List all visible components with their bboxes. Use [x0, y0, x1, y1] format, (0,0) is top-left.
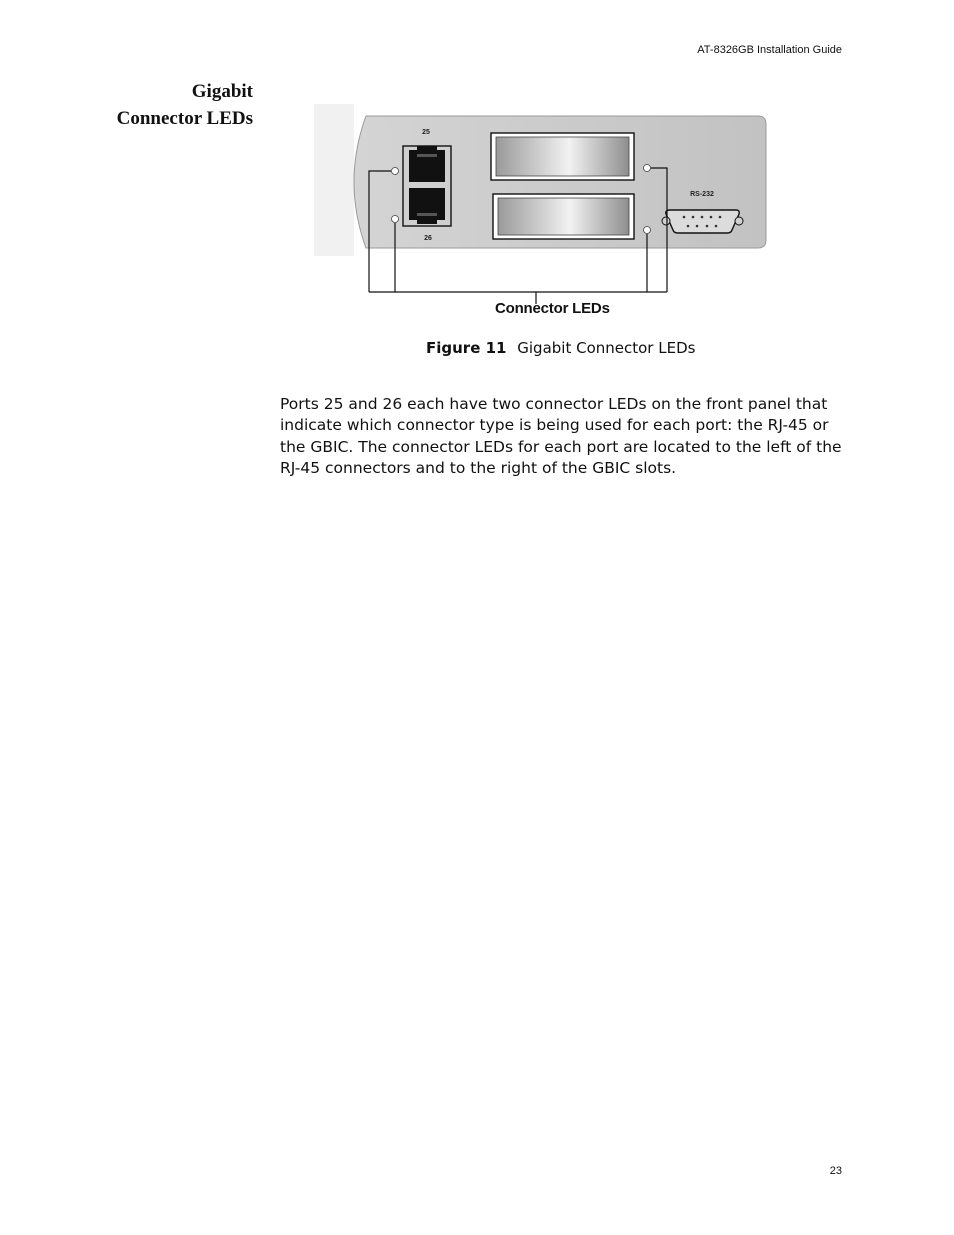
- rs232-screw-right: [735, 217, 743, 225]
- rj45-port-25-contacts: [417, 154, 437, 157]
- page-number: 23: [829, 1165, 842, 1177]
- figure-caption-text: Gigabit Connector LEDs: [517, 339, 696, 357]
- figure-caption: [426, 339, 695, 357]
- rs232-screw-left: [662, 217, 670, 225]
- section-heading-line2: Connector LEDs: [116, 108, 253, 129]
- section-heading-line1: Gigabit: [191, 81, 253, 102]
- body-paragraph: Ports 25 and 26 each have two connector LEDs on the front panel that indicate which connector type is being used for each port: the RJ-45 or the GBIC. The connector LEDs for each port are located to the left of the RJ-45 connectors and to the right of the GBIC slots.: [280, 394, 842, 477]
- rj45-port-26-tab: [417, 220, 437, 224]
- panel-edge-shade: [314, 104, 354, 256]
- rj45-port-26-contacts: [417, 213, 437, 216]
- section-heading: [60, 78, 253, 132]
- rs232-connector: [666, 210, 739, 233]
- gbic-slot-top-inner: [496, 137, 629, 176]
- front-panel-figure: [314, 104, 768, 324]
- led-left-bottom: [392, 216, 399, 223]
- rj45-port-25-tab: [417, 146, 437, 150]
- rs232-label: RS-232: [690, 191, 714, 198]
- port-25-label: 25: [422, 129, 430, 136]
- led-right-bottom: [644, 227, 651, 234]
- figure-number: Figure 11: [426, 339, 507, 357]
- led-left-top: [392, 168, 399, 175]
- connector-leds-callout: Connector LEDs: [495, 300, 610, 317]
- led-right-top: [644, 165, 651, 172]
- running-header: AT-8326GB Installation Guide: [697, 44, 842, 56]
- port-26-label: 26: [424, 235, 432, 242]
- gbic-slot-bottom-inner: [498, 198, 629, 235]
